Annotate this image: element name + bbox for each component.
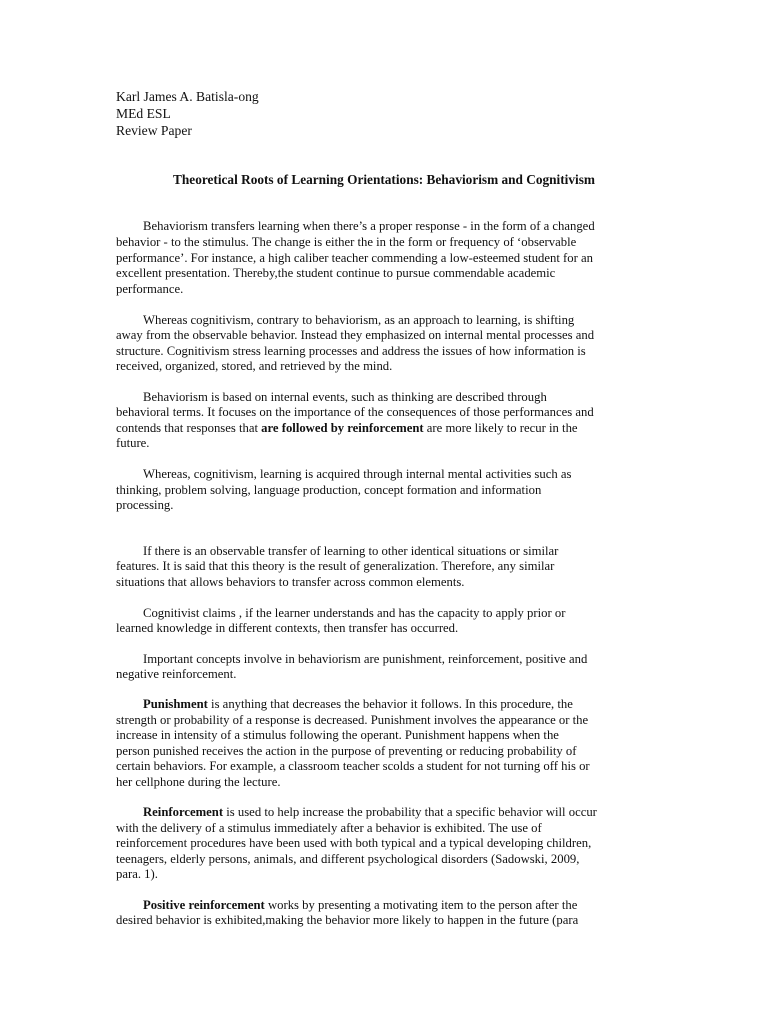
paragraph-line: with the delivery of a stimulus immediately after a behavior is exhibited. The use of [116,821,542,835]
text-run: works by presenting a motivating item to the person after the [264,898,578,912]
paragraph-line: behavior - to the stimulus. The change is either the in the form or frequency of ‘observable [116,235,577,249]
paragraph-line: excellent presentation. Thereby,the student continue to pursue commendable academic [116,266,556,280]
paragraph-line: increase in intensity of a stimulus following the operant. Punishment happens when the [116,728,559,742]
paragraph-line: desired behavior is exhibited,making the behavior more likely to happen in the future (para [116,913,579,927]
program-name: MEd ESL [116,106,171,121]
paragraph-line: structure. Cognitivism stress learning processes and address the issues of how information is [116,344,586,358]
paragraph-line: future. [116,436,150,450]
paragraph-line [143,805,597,821]
paragraph-line: certain behaviors. For example, a classroom teacher scolds a student for not turning off his or [116,759,590,773]
paragraph-line: reinforcement procedures have been used with both typical and a typical developing children, [116,836,592,850]
emphasis-text: are followed by reinforcement [261,421,424,435]
term-reinforcement: Reinforcement [143,805,224,819]
text-run: is anything that decreases the behavior it follows. In this procedure, the [207,697,573,711]
paragraph-line: Whereas cognitivism, contrary to behaviorism, as an approach to learning, is shifting [143,313,575,327]
paragraph-line: away from the observable behavior. Instead they emphasized on internal mental processes and [116,328,595,342]
paragraph-line: behavioral terms. It focuses on the importance of the consequences of those performances and [116,405,594,419]
paragraph-line: Important concepts involve in behaviorism are punishment, reinforcement, positive and [143,652,588,666]
paragraph-line: situations that allows behaviors to transfer across common elements. [116,575,465,589]
term-punishment: Punishment [143,697,208,711]
paragraph-line: performance. [116,282,184,296]
document-type: Review Paper [116,123,192,138]
paragraph-line: features. It is said that this theory is the result of generalization. Therefore, any similar [116,559,555,573]
paragraph-line: received, organized, stored, and retrieved by the mind. [116,359,393,373]
paragraph-line: teenagers, elderly persons, animals, and different psychological disorders (Sadowski, 2009, [116,852,580,866]
paragraph-line: strength or probability of a response is decreased. Punishment involves the appearance or the [116,713,589,727]
paragraph-line: processing. [116,498,174,512]
paragraph-line: learned knowledge in different contexts, then transfer has occurred. [116,621,459,635]
text-run: is used to help increase the probability that a specific behavior will occur [223,805,597,819]
text-run: are more likely to recur in the [423,421,578,435]
author-name: Karl James A. Batisla-ong [116,89,259,104]
paragraph-line: Cognitivist claims , if the learner understands and has the capacity to apply prior or [143,606,566,620]
paragraph-line: If there is an observable transfer of learning to other identical situations or similar [143,544,559,558]
text-run: contends that responses that [116,421,262,435]
paragraph-line [116,421,578,437]
paragraph-line: negative reinforcement. [116,667,237,681]
paragraph-line: performance’. For instance, a high caliber teacher commending a low-esteemed student for an [116,251,593,265]
term-positive-reinforcement: Positive reinforcement [143,898,265,912]
paragraph-line: Behaviorism is based on internal events, such as thinking are described through [143,390,547,404]
paragraph-line: thinking, problem solving, language production, concept formation and information [116,483,542,497]
paragraph-line: person punished receives the action in the purpose of preventing or reducing probability of [116,744,577,758]
paragraph-line [143,697,573,713]
paper-title: Theoretical Roots of Learning Orientations: Behaviorism and Cognitivism [173,172,595,187]
paragraph-line [143,898,577,914]
paragraph-line: her cellphone during the lecture. [116,775,281,789]
paragraph-line: Whereas, cognitivism, learning is acquired through internal mental activities such as [143,467,572,481]
paragraph-line: Behaviorism transfers learning when there’s a proper response - in the form of a changed [143,219,595,233]
paragraph-line: para. 1). [116,867,158,881]
